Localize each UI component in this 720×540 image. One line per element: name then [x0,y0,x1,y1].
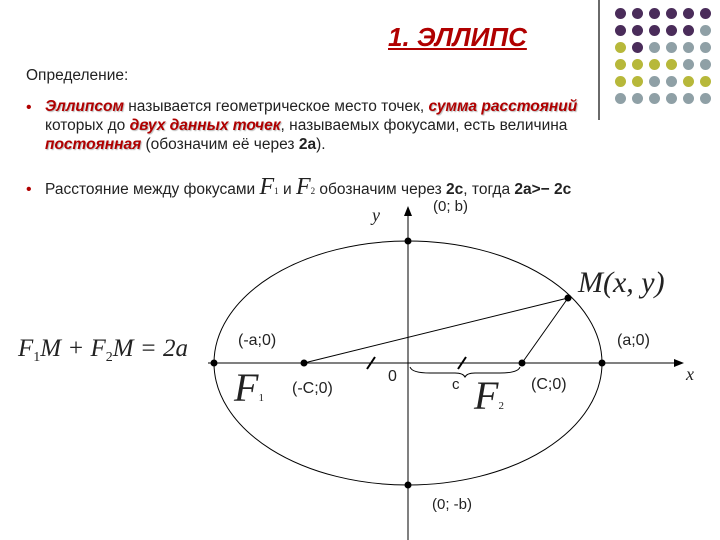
point-right-vertex [599,360,606,367]
bottom-point-label: (0; -b) [432,496,473,513]
right-focus-label: (C;0) [531,376,567,393]
left-vertex-label: (-a;0) [238,332,277,349]
text-span: и [278,181,296,198]
term-ellipse: Эллипсом [45,98,124,115]
f2-symbol: F2 [295,174,316,200]
term-two-points: двух данных точек [129,117,281,134]
point-m [565,295,572,302]
text-span: , тогда [463,181,515,198]
y-axis-label: y [372,205,380,225]
text-span: (обозначим её через [141,136,299,153]
page-title: 1. ЭЛЛИПС [388,22,527,52]
point-f2 [519,360,526,367]
text-span: обозначим через [315,181,447,198]
point-top [405,238,412,245]
bullet-dot: • [26,99,32,116]
point-f1 [301,360,308,367]
f1-symbol: F1 [259,174,279,200]
text-span: ). [316,136,326,153]
value-2c: 2c [446,181,464,198]
term-sum-distances: сумма расстояний [428,98,578,115]
f1-label: F1 [234,365,264,410]
term-constant: постоянная [45,136,142,153]
definition-label: Определение: [26,67,129,84]
c-label: c [452,376,460,393]
text-span: которых до [45,117,130,134]
f2-label: F2 [474,373,504,418]
x-axis-arrow [674,359,684,367]
left-focus-label: (-C;0) [292,380,333,397]
origin-label: 0 [388,368,397,385]
text-span: Расстояние между фокусами [45,181,260,198]
inequality: 2a>− 2c [514,181,572,198]
focal-sum-formula: $F_1M + F_2M = 2a$ [18,335,188,365]
value-2a: 2a [298,136,317,153]
text-span: называется геометрическое место точек, [123,98,429,115]
point-left-vertex [211,360,218,367]
right-vertex-label: (a;0) [617,332,650,349]
point-m-label: M(x, y) [578,266,665,299]
bullet-dot: • [26,181,32,198]
x-axis-label: x [686,364,694,384]
text-span: , называемых фокусами, есть величина [280,117,568,134]
y-axis-arrow [404,206,412,216]
top-point-label: (0; b) [433,198,469,215]
point-bottom [405,482,412,489]
